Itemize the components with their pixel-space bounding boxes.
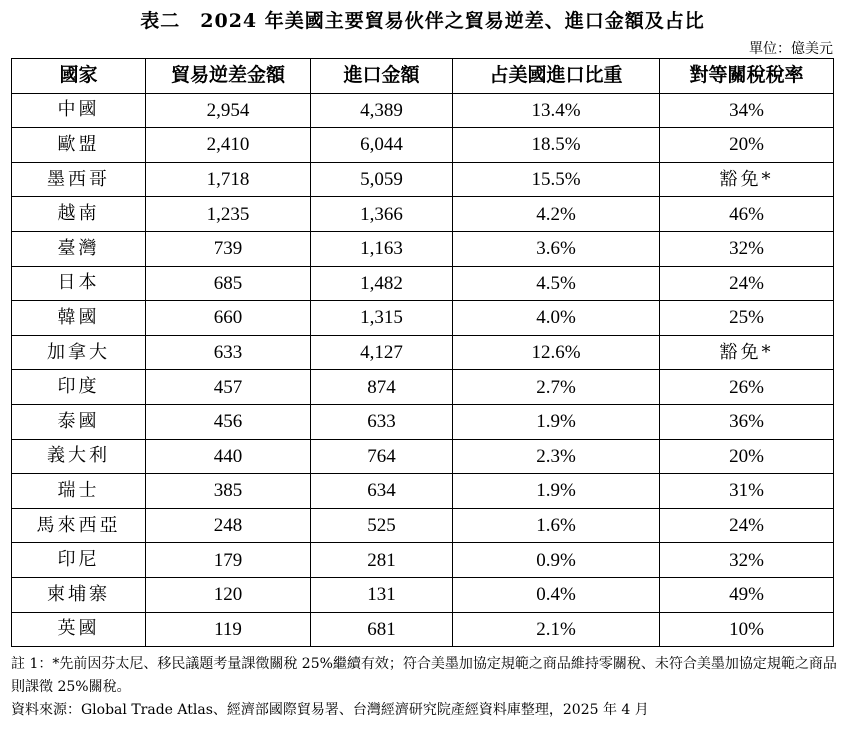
cell-tariff-rate: 49% <box>660 577 834 612</box>
table-row <box>12 543 834 578</box>
cell-import-share: 0.4% <box>453 577 660 612</box>
cell-import-amount: 1,315 <box>311 301 453 336</box>
cell-import-amount: 281 <box>311 543 453 578</box>
cell-import-share: 1.6% <box>453 508 660 543</box>
cell-tariff-rate: 豁免* <box>660 335 834 370</box>
cell-import-amount: 1,163 <box>311 231 453 266</box>
cell-tariff-rate: 10% <box>660 612 834 647</box>
cell-tariff-rate: 36% <box>660 404 834 439</box>
table-row <box>12 577 834 612</box>
table-row <box>12 508 834 543</box>
header-trade-deficit: 貿易逆差金額 <box>146 59 311 94</box>
table-title: 表二 2024 年美國主要貿易伙伴之貿易逆差、進口金額及占比 <box>140 10 705 32</box>
table-row <box>12 266 834 301</box>
cell-tariff-rate: 25% <box>660 301 834 336</box>
cell-import-share: 15.5% <box>453 162 660 197</box>
cell-country: 中國 <box>12 93 146 128</box>
table-row <box>12 370 834 405</box>
cell-trade-deficit: 739 <box>146 231 311 266</box>
footnote-1: 註 1：*先前因芬太尼、移民議題考量課徵關稅 25%繼續有效；符合美墨加協定規範之商品維持零關稅、未符合美墨加協定規範之商品則課徵 25%關稅。 <box>11 656 837 695</box>
cell-import-share: 1.9% <box>453 474 660 509</box>
table-body <box>12 93 834 647</box>
cell-import-amount: 4,127 <box>311 335 453 370</box>
cell-import-amount: 131 <box>311 577 453 612</box>
table-row <box>12 231 834 266</box>
table-row <box>12 612 834 647</box>
cell-import-amount: 4,389 <box>311 93 453 128</box>
cell-tariff-rate: 26% <box>660 370 834 405</box>
cell-tariff-rate: 豁免* <box>660 162 834 197</box>
table-row <box>12 404 834 439</box>
cell-country: 英國 <box>12 612 146 647</box>
cell-trade-deficit: 456 <box>146 404 311 439</box>
cell-trade-deficit: 685 <box>146 266 311 301</box>
cell-trade-deficit: 633 <box>146 335 311 370</box>
header-import-amount: 進口金額 <box>311 59 453 94</box>
table-row <box>12 128 834 163</box>
cell-country: 日本 <box>12 266 146 301</box>
cell-country: 加拿大 <box>12 335 146 370</box>
cell-import-amount: 634 <box>311 474 453 509</box>
header-import-share: 占美國進口比重 <box>453 59 660 94</box>
table-row <box>12 474 834 509</box>
cell-import-amount: 5,059 <box>311 162 453 197</box>
trade-table <box>11 58 834 647</box>
cell-country: 馬來西亞 <box>12 508 146 543</box>
cell-country: 越南 <box>12 197 146 232</box>
unit-label: 單位：億美元 <box>749 41 833 57</box>
table-row <box>12 335 834 370</box>
source-note: 資料來源：Global Trade Atlas、經濟部國際貿易署、台灣經濟研究院產經資料庫整理，2025 年 4 月 <box>11 702 649 718</box>
table-row <box>12 93 834 128</box>
table-row <box>12 162 834 197</box>
cell-tariff-rate: 20% <box>660 439 834 474</box>
header-country: 國家 <box>12 59 146 94</box>
notes <box>11 653 837 722</box>
cell-import-share: 2.3% <box>453 439 660 474</box>
header-reciprocal-tariff: 對等關稅稅率 <box>660 59 834 94</box>
cell-import-amount: 764 <box>311 439 453 474</box>
cell-import-share: 13.4% <box>453 93 660 128</box>
cell-country: 墨西哥 <box>12 162 146 197</box>
cell-country: 義大利 <box>12 439 146 474</box>
cell-trade-deficit: 179 <box>146 543 311 578</box>
cell-tariff-rate: 31% <box>660 474 834 509</box>
cell-trade-deficit: 248 <box>146 508 311 543</box>
cell-tariff-rate: 34% <box>660 93 834 128</box>
cell-trade-deficit: 2,954 <box>146 93 311 128</box>
cell-trade-deficit: 660 <box>146 301 311 336</box>
cell-country: 臺灣 <box>12 231 146 266</box>
cell-import-share: 3.6% <box>453 231 660 266</box>
cell-import-share: 2.7% <box>453 370 660 405</box>
cell-tariff-rate: 20% <box>660 128 834 163</box>
cell-trade-deficit: 2,410 <box>146 128 311 163</box>
cell-tariff-rate: 32% <box>660 231 834 266</box>
cell-country: 韓國 <box>12 301 146 336</box>
cell-tariff-rate: 32% <box>660 543 834 578</box>
cell-import-amount: 681 <box>311 612 453 647</box>
cell-import-amount: 525 <box>311 508 453 543</box>
table-row <box>12 439 834 474</box>
cell-import-share: 4.5% <box>453 266 660 301</box>
cell-import-amount: 1,482 <box>311 266 453 301</box>
cell-tariff-rate: 24% <box>660 508 834 543</box>
table-row <box>12 301 834 336</box>
cell-trade-deficit: 440 <box>146 439 311 474</box>
cell-tariff-rate: 46% <box>660 197 834 232</box>
cell-import-share: 1.9% <box>453 404 660 439</box>
cell-country: 印度 <box>12 370 146 405</box>
cell-trade-deficit: 1,718 <box>146 162 311 197</box>
cell-trade-deficit: 1,235 <box>146 197 311 232</box>
cell-country: 泰國 <box>12 404 146 439</box>
cell-import-share: 4.2% <box>453 197 660 232</box>
cell-import-share: 2.1% <box>453 612 660 647</box>
cell-country: 瑞士 <box>12 474 146 509</box>
cell-country: 歐盟 <box>12 128 146 163</box>
cell-import-share: 12.6% <box>453 335 660 370</box>
table-row <box>12 197 834 232</box>
cell-import-amount: 6,044 <box>311 128 453 163</box>
cell-import-amount: 633 <box>311 404 453 439</box>
cell-import-amount: 874 <box>311 370 453 405</box>
cell-import-share: 4.0% <box>453 301 660 336</box>
cell-trade-deficit: 119 <box>146 612 311 647</box>
cell-import-share: 18.5% <box>453 128 660 163</box>
cell-trade-deficit: 385 <box>146 474 311 509</box>
cell-country: 印尼 <box>12 543 146 578</box>
cell-country: 柬埔寨 <box>12 577 146 612</box>
cell-trade-deficit: 120 <box>146 577 311 612</box>
cell-import-amount: 1,366 <box>311 197 453 232</box>
table-header-row <box>12 59 834 94</box>
cell-import-share: 0.9% <box>453 543 660 578</box>
cell-tariff-rate: 24% <box>660 266 834 301</box>
cell-trade-deficit: 457 <box>146 370 311 405</box>
